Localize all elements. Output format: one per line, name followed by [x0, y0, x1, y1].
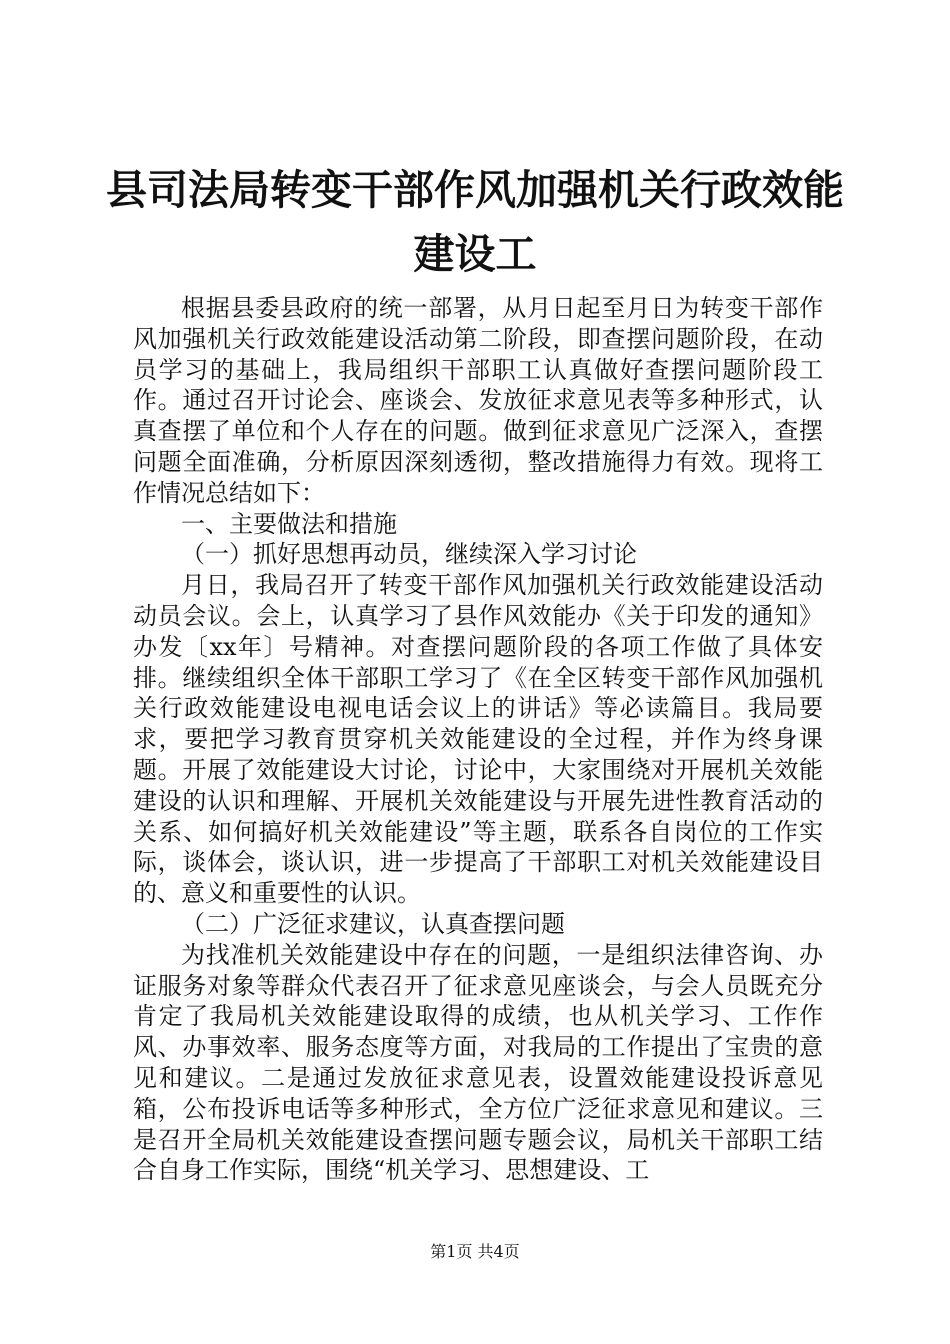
paragraph-intro: 根据县委县政府的统一部署，从月日起至月日为转变干部作风加强机关行政效能建设活动第二阶段，即查摆问题阶段，在动员学习的基础上，我局组织干部职工认真做好查摆问题阶段工作。通过召开讨论会、座谈会、发放征求意见表等多种形式，认真查摆了单位和个人存在的问题。做到征求意见广泛深入，查摆问题全面准确，分析原因深刻透彻，整改措施得力有效。现将工作情况总结如下：	[133, 294, 823, 507]
subsection-heading-1: （一）抓好思想再动员，继续深入学习讨论	[181, 540, 637, 569]
document-title: 县司法局转变干部作风加强机关行政效能建设工	[106, 166, 844, 278]
subsection-heading-2: （二）广泛征求建议，认真查摆问题	[181, 909, 565, 938]
page-footer: 第1页 共4页	[430, 1242, 520, 1261]
paragraph-subsection-2: 为找准机关效能建设中存在的问题，一是组织法律咨询、办证服务对象等群众代表召开了征求意见座谈会，与会人员既充分肯定了我局机关效能建设取得的成绩，也从机关学习、工作作风、办事效率、服务态度等方面，对我局的工作提出了宝贵的意见和建议。二是通过发放征求意见表，设置效能建设投诉意见箱，公布投诉电话等多种形式，全方位广泛征求意见和建议。三是召开全局机关效能建设查摆问题专题会议，局机关干部职工结合自身工作实际，围绕“机关学习、思想建设、工	[133, 940, 823, 1185]
document-body	[133, 293, 823, 1186]
paragraph-subsection-1: 月日，我局召开了转变干部作风加强机关行政效能建设活动动员会议。会上，认真学习了县作风效能办《关于印发的通知》办发〔xx年〕号精神。对查摆问题阶段的各项工作做了具体安排。继续组织全体干部职工学习了《在全区转变干部作风加强机关行政效能建设电视电话会议上的讲话》等必读篇目。我局要求，要把学习教育贯穿机关效能建设的全过程，并作为终身课题。开展了效能建设大讨论，讨论中，大家围绕对开展机关效能建设的认识和理解、开展机关效能建设与开展先进性教育活动的关系、如何搞好机关效能建设”等主题，联系各自岗位的工作实际，谈体会，谈认识，进一步提高了干部职工对机关效能建设目的、意义和重要性的认识。	[133, 571, 823, 908]
section-heading-main: 一、主要做法和措施	[181, 509, 397, 538]
